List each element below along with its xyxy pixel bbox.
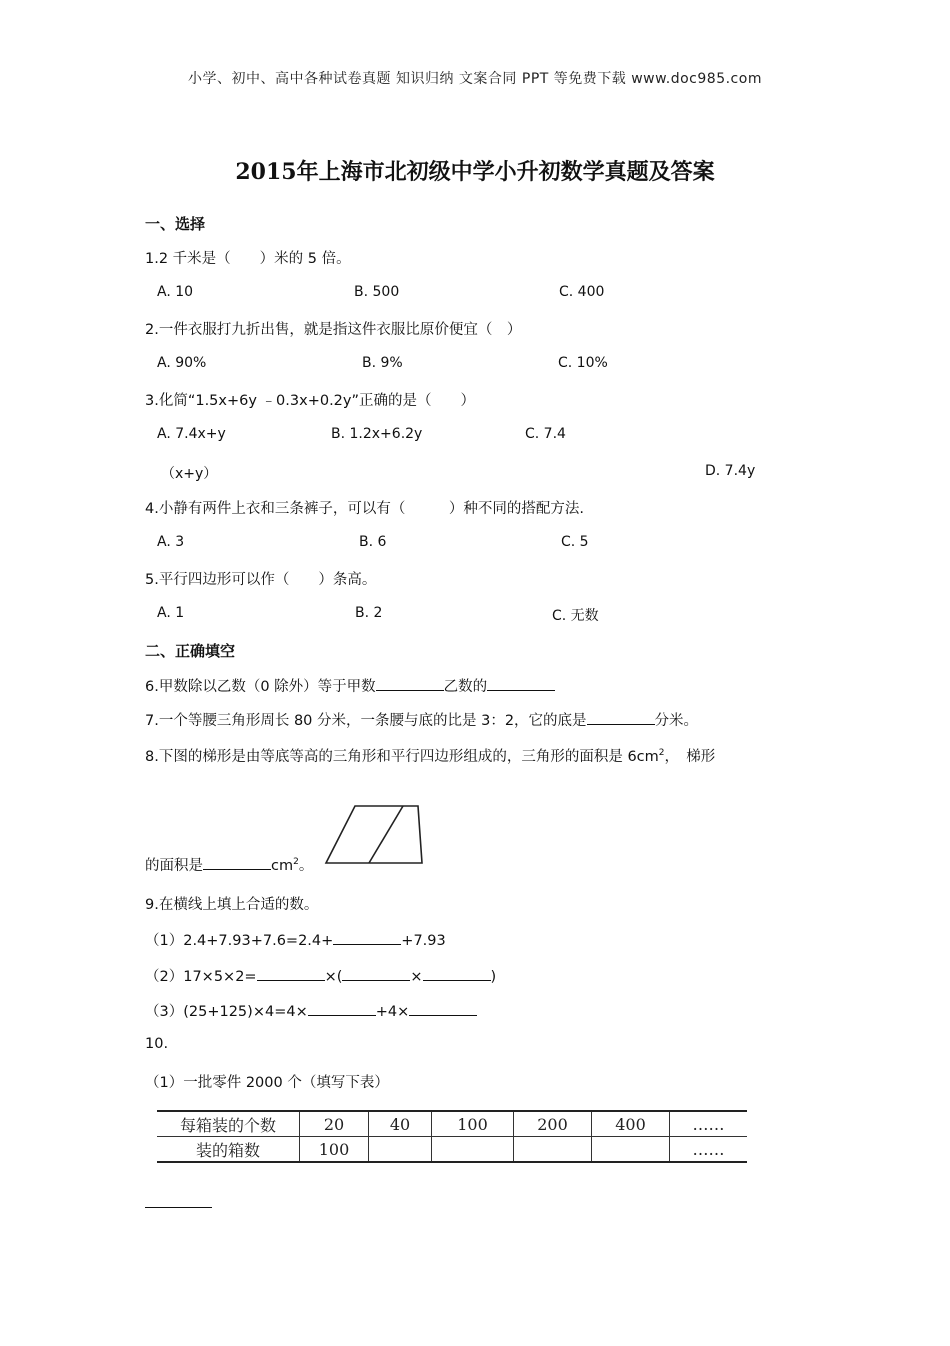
table-cell: 每箱装的个数 <box>157 1111 300 1137</box>
question-6 <box>145 675 555 696</box>
section-choice-heading: 一、选择 <box>145 215 206 233</box>
table-cell: …… <box>670 1137 748 1163</box>
q8-text-5: 。 <box>298 858 314 874</box>
q7-text-2: 分米。 <box>654 713 699 729</box>
table-cell: 400 <box>592 1111 670 1137</box>
q5-option-b: B. 2 <box>355 605 383 621</box>
q5-option-a: A. 1 <box>157 605 185 621</box>
q1-option-b: B. 500 <box>354 284 400 300</box>
question-8 <box>145 745 715 766</box>
q1-option-c: C. 400 <box>559 284 605 300</box>
q9-3-text-1: （3）(25+125)×4=4× <box>145 1004 308 1020</box>
q9-part-2 <box>145 965 496 986</box>
q8-text-3: 的面积是 <box>145 858 203 874</box>
table-cell: 20 <box>300 1111 369 1137</box>
q8-text-4: cm <box>271 858 294 874</box>
q9-part-1 <box>145 929 446 950</box>
section-fill-heading: 二、正确填空 <box>145 642 236 660</box>
q9-2-text-4: ) <box>490 969 497 985</box>
q6-blank-1 <box>376 677 444 691</box>
q10-part-1: （1）一批零件 2000 个（填写下表） <box>145 1075 389 1091</box>
q9-1-text-1: （1）2.4+7.93+7.6=2.4+ <box>145 933 334 949</box>
q8-blank <box>203 856 271 870</box>
question-3: 3.化简“1.5x+6y ﹣0.3x+0.2y”正确的是（ ） <box>145 393 475 409</box>
parts-table <box>157 1110 747 1163</box>
q3-option-d: D. 7.4y <box>705 463 756 479</box>
q4-option-c: C. 5 <box>561 534 589 550</box>
q5-option-c: C. 无数 <box>552 608 599 624</box>
table-cell <box>592 1137 670 1163</box>
q2-option-c: C. 10% <box>558 355 608 371</box>
table-cell: 100 <box>300 1137 369 1163</box>
question-7 <box>145 709 698 730</box>
q9-2-blank-1 <box>257 967 325 981</box>
table-cell: 200 <box>514 1111 592 1137</box>
q3-option-b: B. 1.2x+6.2y <box>331 426 423 442</box>
q9-3-text-2: +4× <box>375 1004 410 1020</box>
q3-option-a: A. 7.4x+y <box>157 426 226 442</box>
q8-text-1: 8.下图的梯形是由等底等高的三角形和平行四边形组成的，三角形的面积是 6cm <box>145 749 659 765</box>
q4-option-a: A. 3 <box>157 534 185 550</box>
q2-option-b: B. 9% <box>362 355 403 371</box>
q6-text-1: 6.甲数除以乙数（0 除外）等于甲数 <box>145 679 376 695</box>
q9-1-blank <box>333 931 401 945</box>
q9-2-text-1: （2）17×5×2= <box>145 969 257 985</box>
q7-text-1: 7.一个等腰三角形周长 80 分米，一条腰与底的比是 3：2，它的底是 <box>145 713 587 729</box>
q8-text-2: ， 梯形 <box>664 749 716 765</box>
q9-2-text-3: × <box>410 969 423 985</box>
question-5: 5.平行四边形可以作（ ）条高。 <box>145 572 377 588</box>
q4-option-b: B. 6 <box>359 534 387 550</box>
trapezoid-divider <box>369 806 403 863</box>
question-4: 4.小静有两件上衣和三条裤子，可以有（ ）种不同的搭配方法. <box>145 501 584 517</box>
table-cell <box>432 1137 514 1163</box>
table-cell: 装的箱数 <box>157 1137 300 1163</box>
table-cell: …… <box>670 1111 748 1137</box>
table-row <box>157 1111 747 1137</box>
table-cell: 40 <box>369 1111 432 1137</box>
q9-2-blank-2 <box>342 967 410 981</box>
table-row <box>157 1137 747 1163</box>
page-header: 小学、初中、高中各种试卷真题 知识归纳 文案合同 PPT 等免费下载 www.doc985.com <box>188 71 762 87</box>
q6-text-2: 乙数的 <box>443 679 488 695</box>
q9-1-text-2: +7.93 <box>401 933 446 949</box>
q2-option-a: A. 90% <box>157 355 207 371</box>
trapezoid-figure <box>322 802 424 866</box>
q9-3-blank-2 <box>409 1002 477 1016</box>
q9-part-3 <box>145 1000 477 1021</box>
page-title: 2015年上海市北初级中学小升初数学真题及答案 <box>235 159 715 185</box>
q9-2-blank-3 <box>423 967 491 981</box>
table-cell: 100 <box>432 1111 514 1137</box>
q8-superscript-2: 2 <box>293 857 299 868</box>
q6-blank-2 <box>487 677 555 691</box>
question-10: 10. <box>145 1036 169 1052</box>
q3-option-c-continued: （x+y） <box>161 466 218 482</box>
table-cell <box>514 1137 592 1163</box>
question-8-continued <box>145 854 313 875</box>
q8-superscript: 2 <box>658 748 665 759</box>
q3-option-c: C. 7.4 <box>525 426 566 442</box>
q1-option-a: A. 10 <box>157 284 194 300</box>
q7-blank <box>587 711 655 725</box>
question-9: 9.在横线上填上合适的数。 <box>145 897 319 913</box>
table-cell <box>369 1137 432 1163</box>
answer-line <box>145 1207 212 1208</box>
q9-3-blank-1 <box>308 1002 376 1016</box>
question-1: 1.2 千米是（ ）米的 5 倍。 <box>145 251 351 267</box>
question-2: 2.一件衣服打九折出售，就是指这件衣服比原价便宜（ ） <box>145 322 522 338</box>
q9-2-text-2: ×( <box>324 969 343 985</box>
